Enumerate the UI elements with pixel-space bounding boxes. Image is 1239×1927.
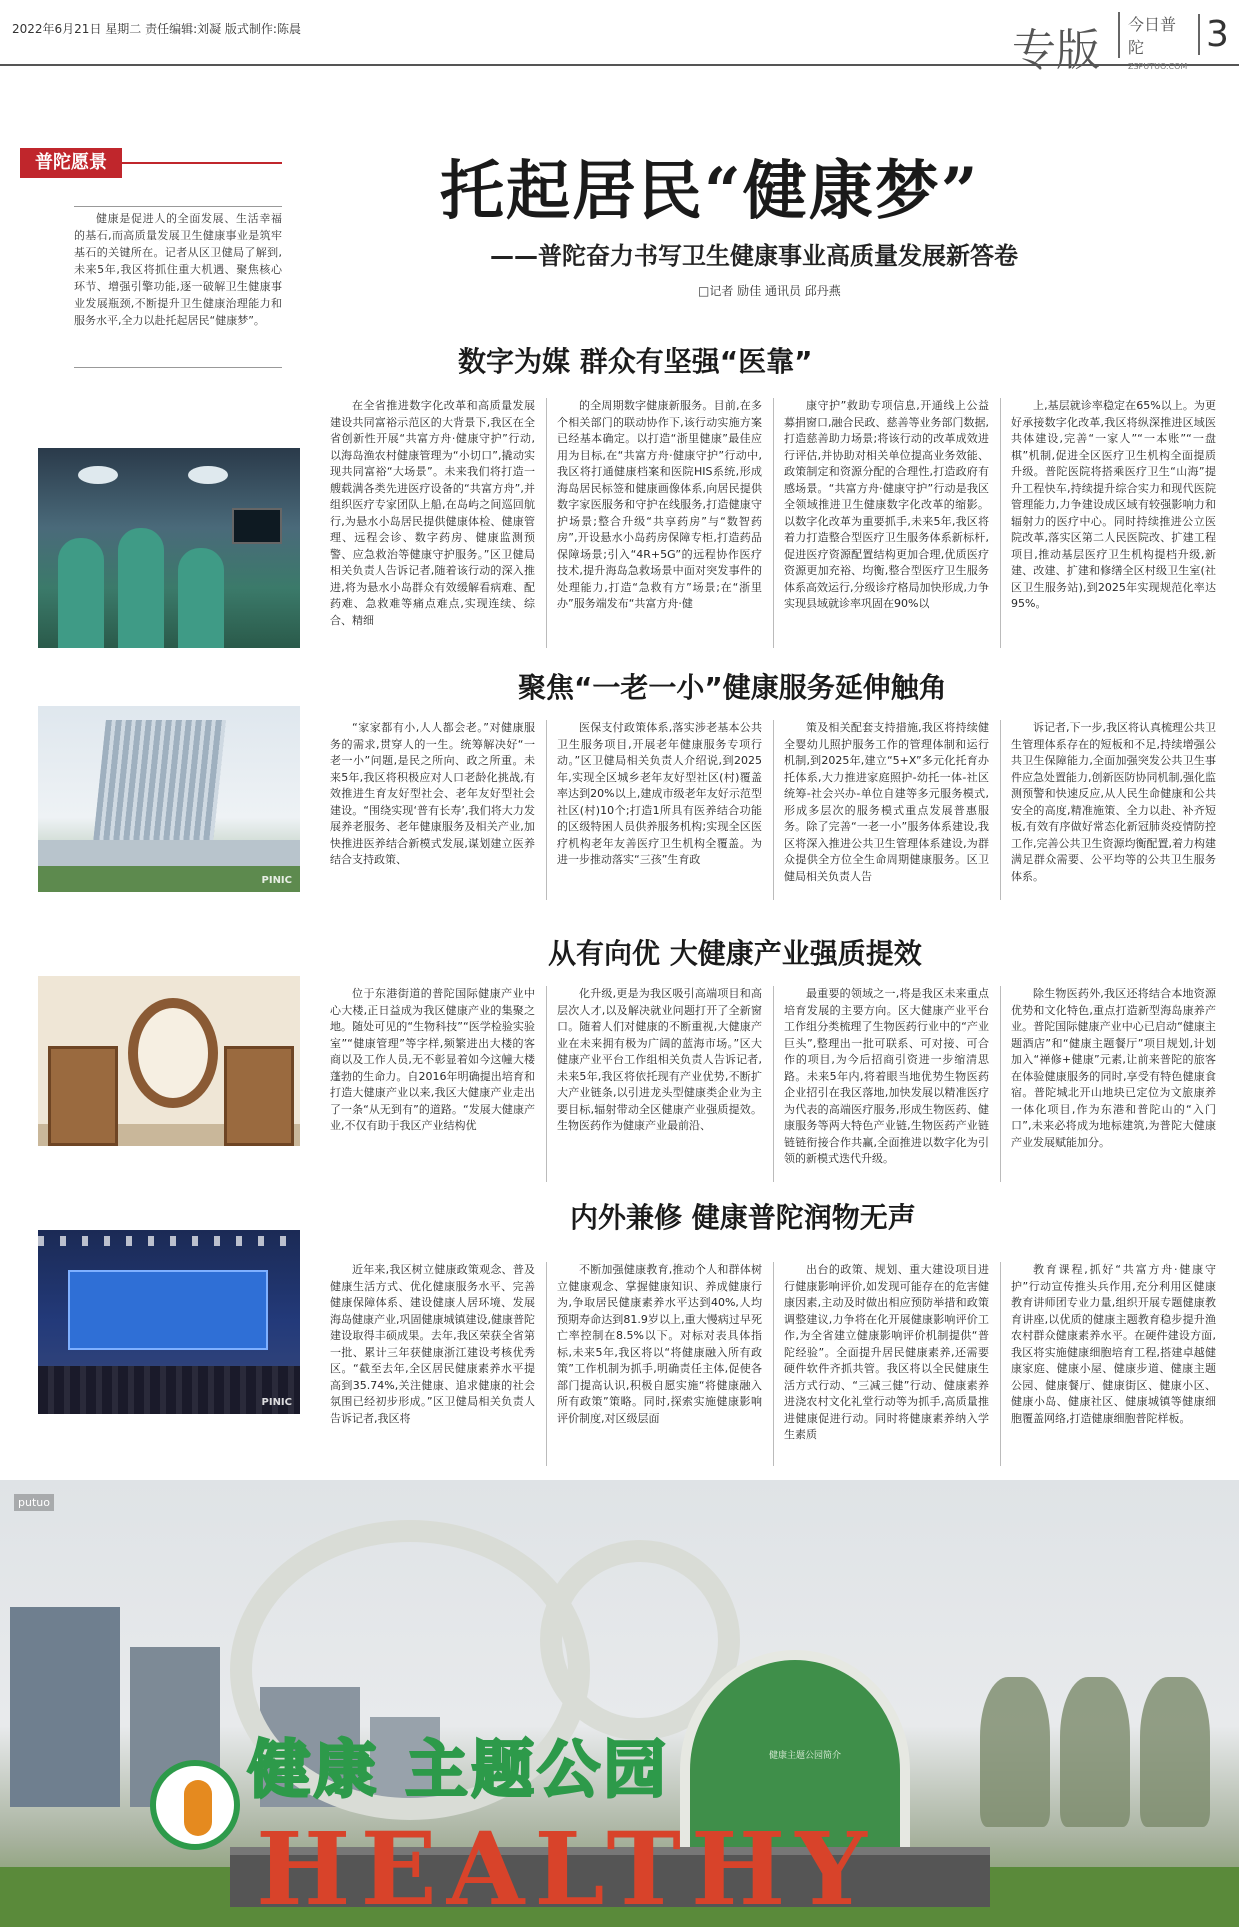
park-english-sign: HEALTHY	[256, 1810, 877, 1927]
sub-title: ——普陀奋力书写卫生健康事业高质量发展新答卷	[490, 242, 1018, 270]
figure-shape	[184, 1780, 212, 1836]
section-1-column-2: 的全周期数字健康新服务。目前,在多个相关部门的联动协作下,该行动实施方案已经基本确定。以打造“浙里健康”最佳应用为目标,在“共富方舟·健康守护”行动中,我区将打通健康档案和医院HIS系统,形成海岛居民标签和健康画像体系,向居民提供数字家医服务和守护在线服务,打造健康守护场景;整合升级“共享药房”与“数智药房”,开设悬水小岛药房保障专柜,打造药品保障场景;引入“4R+5G”的远程协作医疗技术,提升海岛急救场景中面对突发事件的处理能力,打造“急救有方”场景;在“浙里办”服务端发布“共富方舟·健	[557, 399, 762, 610]
section-4-column-2: 不断加强健康教育,推动个人和群体树立健康观念、掌握健康知识、养成健康行为,争取居民健康素养水平达到40%,人均预期寿命达到81.9岁以上,重大慢病过早死亡率控制在8.5%以下。对标对表具体指标,未来5年,我区将以“将健康融入所有政策”工作机制为抓手,明确责任主体,促使各部门提高认识,积极自愿实施“将健康融入所有政策”策略。同时,探索实施健康影响评价制度,对区级层面	[557, 1263, 762, 1425]
column-rule	[546, 1262, 547, 1466]
section-1-column-3: 康守护”救助专项信息,开通线上公益募捐窗口,融合民政、慈善等业务部门数据,打造慈善助力场景;将该行动的改革成效进行评估,并协助对相关单位提高业务效能、政策制定和资源分配的合理性,打造政府有感场景。“共富方舟·健康守护”行动是我区全领域推进卫生健康数字化改革的缩影。以数字化改革为重要抓手,未来5年,我区将着力打造整合型医疗卫生服务体系新标杆,促进医疗资源配置结构更加合理,优质医疗资源更加充裕、均衡,整合型医疗卫生服务体系高效运行,分级诊疗格局加快形成,力争实现县域就诊率巩固在90%以	[784, 399, 989, 610]
section-2-column-2: 医保支付政策体系,落实涉老基本公共卫生服务项目,开展老年健康服务专项行动。”区卫健局相关负责人介绍说,到2025年,实现全区城乡老年友好型社区(村)覆盖率达到20%以上,建成市级老年友好示范型社区(村)10个;打造1所具有医养结合功能的区级特困人员供养服务机构;实现全区医疗机构老年友善医疗卫生机构全覆盖。为进一步推动落实“三孩”生育政	[557, 721, 762, 866]
display-cabinet	[224, 1046, 294, 1146]
lead-rule	[74, 206, 282, 207]
column-rule	[1000, 398, 1001, 648]
health-figure-logo-icon	[150, 1760, 240, 1850]
operating-room-photo	[38, 448, 300, 648]
skyscraper	[10, 1607, 120, 1807]
section-title-3: 从有向优 大健康产业强质提效	[548, 937, 922, 970]
hospital-building-photo	[38, 706, 300, 892]
surgeon-figure	[178, 548, 224, 648]
section-1-column-1: 在全省推进数字化改革和高质量发展建设共同富裕示范区的大背景下,我区在全省创新性开展“共富方舟·健康守护”行动,以海岛渔农村健康管理为“小切口”,撬动实现共同富裕“大场景”。未来我们将打造一艘载满各类先进医疗设备的“共富方舟”,并组织医疗专家团队上船,在岛屿之间巡回航行,为悬水小岛居民提供健康体检、健康管理、远程会诊、数字药房、健康监测预警、应急救治等健康守护服务。”区卫健局相关负责人告诉记者,随着该行动的深入推进,将为悬水小岛群众有效缓解看病难、配药难、急救难等痛点难点,实现连续、综合、精细	[330, 399, 535, 627]
logo-text: 今日普陀	[1128, 15, 1177, 57]
photo-watermark: PINIC	[261, 1397, 292, 1408]
byline: □记者 励佳 通讯员 邱丹燕	[698, 284, 841, 298]
lead-text: 健康是促进人的全面发展、生活幸福的基石,而高质量发展卫生健康事业是筑牢基石的关键所在。记者从区卫健局了解到,未来5年,我区将抓住重大机遇、聚焦核心环节、增强引擎功能,逐一破解卫生健康事业发展瓶颈,不断提升卫生健康治理能力和服务水平,全力以赴托起居民“健康梦”。	[74, 212, 282, 327]
surgical-lamp-icon	[188, 466, 228, 484]
section-4-column-3: 出台的政策、规划、重大建设项目进行健康影响评价,如发现可能存在的危害健康因素,主动及时做出相应预防举措和政策调整建议,力争将在化开展健康影响评价工作,为全省建立健康影响评价机制提供“普陀经验”。全面提升居民健康素养,还需要硬件软件齐抓共管。我区将以全民健康生活方式行动、“三减三健”行动、健康素养进浇农村文化礼堂行动等为抓手,高质量推进健康促进行动。同时将健康素养纳入学生素质	[784, 1263, 989, 1441]
ceiling-lights	[38, 1236, 300, 1246]
main-title: 托起居民“健康梦”	[440, 154, 980, 229]
newspaper-logo	[1118, 12, 1188, 71]
column-rule	[773, 398, 774, 648]
column-rule	[1000, 720, 1001, 900]
page-header	[0, 0, 1239, 76]
section-4-column-1: 近年来,我区树立健康政策观念、普及健康生活方式、优化健康服务水平、完善健康保障体系、建设健康人居环境、发展海岛健康产业,巩固健康城镇建设,健康普陀建设取得丰硕成果。去年,我区荣获全省第一批、累计三年获健康浙江建设考核优秀区。“截至去年,全区居民健康素养水平提高到35.74%,关注健康、追求健康的社会氛围已经初步形成。”区卫健局相关负责人告诉记者,我区将	[330, 1263, 535, 1425]
section-3-column-2: 化升级,更是为我区吸引高端项目和高层次人才,以及解决就业问题打开了全新窗口。随着人们对健康的不断重视,大健康产业在未来拥有极为广阔的蓝海市场。”区大健康产业平台工作组相关负责人告诉记者,未来5年,我区将依托现有产业优势,不断扩大产业链条,以引进龙头型健康类企业为主要目标,辐射带动全区健康产业强质提效。生物医药作为健康产业最前沿、	[557, 987, 762, 1132]
column-rule	[1000, 1262, 1001, 1466]
section-title-2: 聚焦“一老一小”健康服务延伸触角	[518, 671, 947, 704]
section-title-4: 内外兼修 健康普陀润物无声	[570, 1201, 916, 1234]
section-title-1: 数字为媒 群众有坚强“医靠”	[458, 345, 813, 378]
section-3-column-4: 除生物医药外,我区还将结合本地资源优势和文化特色,重点打造新型海岛康养产业。普陀国际健康产业中心已启动“健康主题酒店”和“健康主题餐厅”项目规划,计划加入“禅修+健康”元素,让前来普陀的旅客在体验健康服务的同时,享受有特色健康食宿。普陀城北开山地块已定位为文旅康养一体化项目,作为东港和普陀山的“入门口”,未来必将成为地标建筑,为普陀大健康产业发展赋能加分。	[1011, 987, 1216, 1149]
tree	[1060, 1677, 1130, 1827]
section-2-column-3: 策及相关配套支持措施,我区将持续健全婴幼儿照护服务工作的管理体制和运行机制,到2025年,建立“5+X”多元化托育办托体系,大力推进家庭照护-幼托一体-社区统筹-社会兴办-单位自建等多元服务模式,形成多层次的服务模式重点发展普惠服务。除了完善“一老一小”服务体系建设,我区将深入推进公共卫生管理体系建设,为群众提供全方位全生命周期健康服务。区卫健局相关负责人告	[784, 721, 989, 883]
display-cabinet	[48, 1046, 118, 1146]
photo-watermark: PINIC	[261, 875, 292, 886]
moon-gate-arch	[128, 998, 218, 1108]
surgical-lamp-icon	[78, 466, 118, 484]
surgeon-figure	[118, 528, 164, 648]
park-chinese-sign: 健康 主题公园	[248, 1733, 670, 1806]
column-rule	[773, 986, 774, 1182]
column-tag: 普陀愿景	[20, 148, 122, 178]
surgeon-figure	[58, 538, 104, 648]
logo-url: ZSPUTUO.COM	[1128, 62, 1188, 71]
tree	[980, 1677, 1050, 1827]
tree	[1140, 1677, 1210, 1827]
health-park-photo	[0, 1480, 1239, 1927]
museum-interior-photo	[38, 976, 300, 1146]
column-rule	[546, 398, 547, 648]
lead-box	[74, 210, 282, 368]
section-4-column-4: 教育课程,抓好“共富方舟·健康守护”行动宣传推头兵作用,充分利用区健康教育讲师团专业力量,组织开展专题健康教育讲座,以优质的健康主题教育稳步提升渔农村群众健康素养水平。在硬件建设方面,我区将实施健康细胞培育工程,搭建卓越健康家庭、健康小屋、健康步道、健康主题公园、健康餐厅、健康街区、健康小区、健康小岛、健康社区、健康城镇等健康细胞覆盖网络,打造健康细胞普陀样板。	[1011, 1263, 1216, 1425]
column-rule	[1000, 986, 1001, 1182]
section-2-column-1: “家家都有小,人人都会老。”对健康服务的需求,贯穿人的一生。统筹解决好“一老一小”问题,是民之所向、政之所重。未来5年,我区将积极应对人口老龄化挑战,有效推进生育友好型社会、老年友好型社会建设。“围绕实现‘普有长寿’,我们将大力发展养老服务、老年健康服务及相关产业,加快推进医养结合新模式发展,谋划建立医养结合支持政策、	[330, 721, 535, 866]
column-rule	[546, 720, 547, 900]
building-brand: putuo	[14, 1494, 54, 1511]
section-3-column-1: 位于东港街道的普陀国际健康产业中心大楼,正日益成为我区健康产业的集聚之地。随处可见的“生物科技”“医学检验实验室”“健康管理”等字样,频繁进出大楼的客商以及工作人员,无不彰显着如今这幢大楼蓬勃的生命力。自2016年明确提出培育和打造大健康产业以来,我区大健康产业走出了一条“从无到有”的道路。“发展大健康产业,不仅有助于我区产业结构优	[330, 987, 535, 1132]
column-rule	[773, 1262, 774, 1466]
column-rule	[546, 986, 547, 1182]
column-rule	[773, 720, 774, 900]
page-number: 3	[1198, 14, 1229, 55]
section-1-column-4: 上,基层就诊率稳定在65%以上。为更好承接数字化改革,我区将纵深推进区域医共体建设,完善“一家人”“一本账”“一盘棋”机制,促进全区医疗卫生机构全面提质升级。普陀医院将搭乘医疗卫生“山海”提升工程快车,持续提升综合实力和现代医院管理能力,力争建设成区域有较强影响力和辐射力的医疗中心。同时持续推进公立医院改革,落实区第二人民医院改、扩建工程项目,推动基层医疗卫生机构提档升级,新建、改建、扩建和修缮全区村级卫生室(社区卫生服务站),到2025年实现规范化率达95%。	[1011, 399, 1216, 610]
dateline: 2022年6月21日 星期二 责任编辑:刘凝 版式制作:陈晨	[12, 22, 301, 36]
section-2-column-4: 诉记者,下一步,我区将认真梳理公共卫生管理体系存在的短板和不足,持续增强公共卫生保障能力,全面加强突发公共卫生事件应急处置能力,创新医防协同机制,强化监测预警和快速反应,从人民生命健康和公共安全的高度,精准施策、全力以赴、补齐短板,有效有序做好常态化新冠肺炎疫情防控工作,完善公共卫生资源均衡配置,着力构建满足群众需要、公平均等的公共卫生服务体系。	[1011, 721, 1216, 883]
section-3-column-3: 最重要的领域之一,将是我区未来重点培育发展的主要方向。区大健康产业平台工作组分类梳理了生物医药行业中的“产业巨头”,整理出一批可联系、可对接、可合作的项目,为今后招商引资进一步缩清思路。未来5年内,将着眼当地优势生物医药企业招引在我区落地,加快发展以精准医疗为代表的高端医疗服务,形成生物医药、健康服务等两大特色产业链,生物医药产业链链链衔接合作共赢,全面推进以数字化为引领的新模式迭代升级。	[784, 987, 989, 1165]
monitor-icon	[232, 508, 282, 544]
conference-photo	[38, 1230, 300, 1414]
column-tag-rule	[122, 162, 282, 164]
stage-screen	[68, 1270, 268, 1350]
section-name: 专版	[1012, 25, 1100, 76]
park-sign-text: 健康主题公园简介	[768, 1751, 841, 1761]
